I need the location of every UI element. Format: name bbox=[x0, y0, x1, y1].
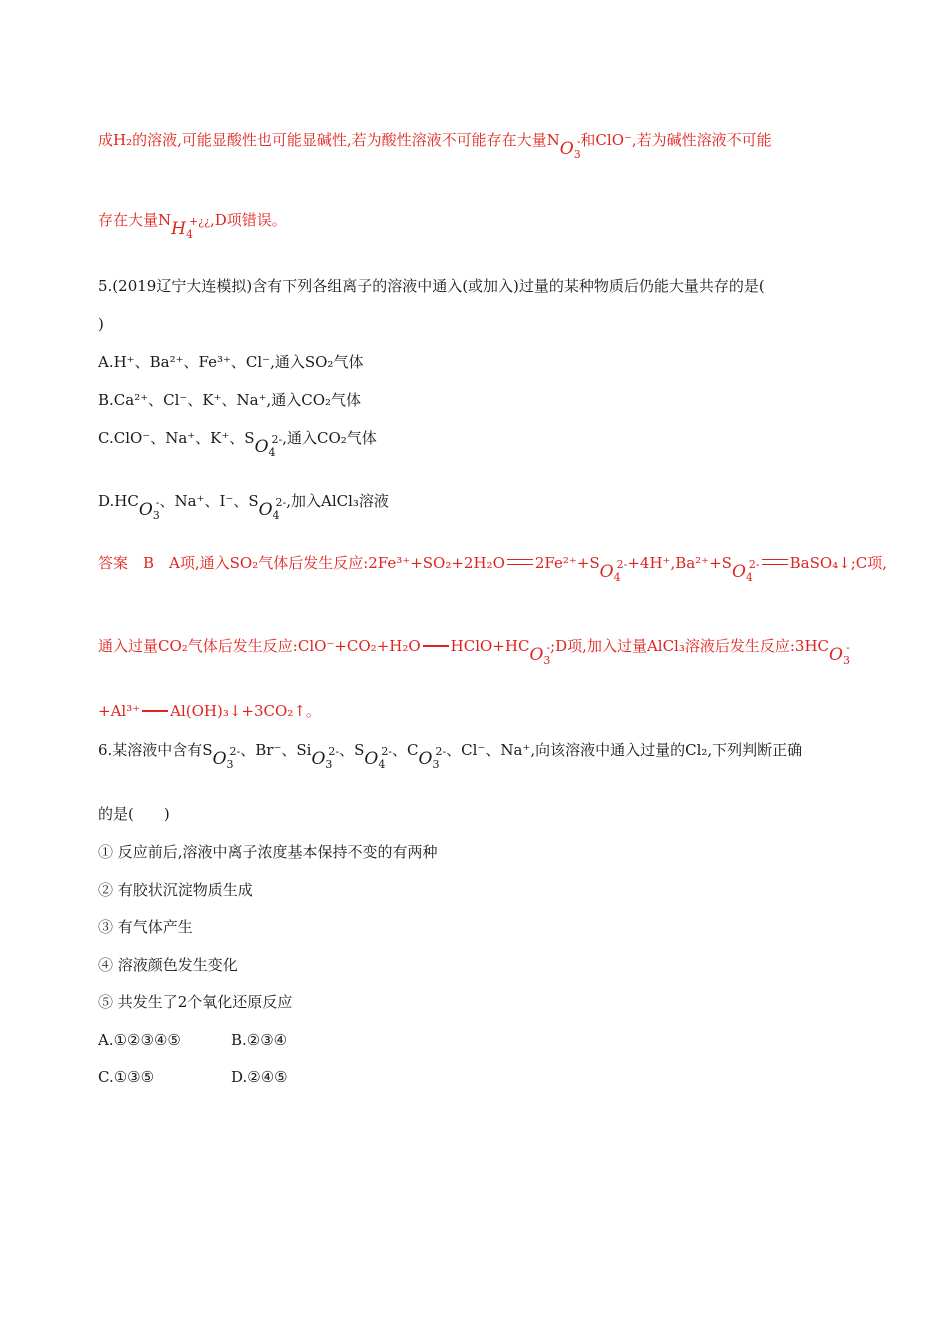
q6-choice-d: D.②④⑤ bbox=[231, 1068, 288, 1086]
ion-so4: $O_4^{2-}$ bbox=[364, 745, 393, 771]
answer5-line-2: 通入过量CO₂气体后发生反应:ClO⁻+CO₂+H₂O $HClO+HCO_3^-;D$项,加入过量AlCl₃溶液后发生反应$:3HCO_3^-$ bbox=[98, 636, 850, 671]
q5-option-a: A.H⁺、Ba²⁺、Fe³⁺、Cl⁻,通入SO₂气体 bbox=[98, 353, 364, 371]
q6-statement-2: ② 有胶状沉淀物质生成 bbox=[98, 881, 253, 899]
q5-option-c: C.ClO⁻、Na⁺、K⁺、$SO_4^{2-}$,通入CO₂气体 bbox=[98, 428, 377, 463]
answer-line-2 bbox=[98, 210, 287, 245]
q6-statement-1: ① 反应前后,溶液中离子浓度基本保持不变的有两种 bbox=[98, 843, 438, 861]
ion-so4: $O_4^{2-}$ bbox=[731, 558, 760, 584]
q5-option-b: B.Ca²⁺、Cl⁻、K⁺、Na⁺,通入CO₂气体 bbox=[98, 391, 361, 409]
q6-choice-a: A.①②③④⑤ bbox=[98, 1031, 181, 1049]
answer-text: 存在大量N bbox=[98, 211, 172, 229]
ion-co3: $O_3^{2-}$ bbox=[418, 745, 447, 771]
q6-statement-5: ⑤ 共发生了2个氧化还原反应 bbox=[98, 993, 293, 1011]
q5-stem-end: ) bbox=[98, 315, 104, 333]
ion-so4: $O_4^{2-}$ bbox=[254, 433, 283, 459]
answer-text: ,D项错误。 bbox=[209, 211, 287, 229]
reaction-arrow-icon bbox=[142, 710, 168, 712]
q5-stem: 5.(2019辽宁大连模拟)含有下列各组离子的溶液中通入(或加入)过量的某种物质后仍能大量共存的是( bbox=[98, 277, 765, 295]
answer-text: 成H₂的溶液,可能显酸性也可能显碱性,若为酸性溶液不可能存在大量N bbox=[98, 131, 560, 149]
equal-arrow-icon bbox=[762, 559, 788, 565]
answer-line-1 bbox=[98, 130, 772, 165]
ion-so4: $O_4^{2-}$ bbox=[599, 558, 628, 584]
ion-hco3: $O_3^-$ bbox=[829, 641, 850, 667]
ion-so3: $O_3^{2-}$ bbox=[212, 745, 241, 771]
answer-text: 和ClO⁻,若为碱性溶液不可能 bbox=[580, 131, 772, 149]
q6-statement-4: ④ 溶液颜色发生变化 bbox=[98, 956, 238, 974]
ion-sio3: $O_3^{2-}$ bbox=[311, 745, 340, 771]
ion-hco3: $O_3^-$ bbox=[138, 496, 160, 522]
reaction-arrow-icon bbox=[423, 645, 449, 647]
q6-stem-end: 的是( ) bbox=[98, 805, 170, 823]
q6-choice-b: B.②③④ bbox=[231, 1031, 288, 1049]
q5-option-d: $D.HCO_3^-$、Na⁺、I⁻、$SO_4^{2-}$,加入AlCl₃溶液 bbox=[98, 491, 389, 526]
q6-stem: 6.某溶液中含有$SO_3^{2-}$、Br⁻、SiO$_3^{2-}$、$SO_4^{2-}$、$CO_3^{2-}$、Cl⁻、Na⁺,向该溶液中通入过量的Cl₂,下列判断正确 bbox=[98, 740, 802, 775]
ion-so4: $O_4^{2-}$ bbox=[258, 496, 287, 522]
ion-no3: $O_3^-$ bbox=[559, 135, 581, 161]
ion-nh4: $H_4^{+¿¿}$ bbox=[171, 215, 210, 241]
q6-statement-3: ③ 有气体产生 bbox=[98, 918, 193, 936]
answer5-line-3: +Al³⁺ Al(OH)₃↓+3CO₂↑。 bbox=[98, 702, 321, 720]
equilibrium-arrow-icon bbox=[507, 559, 533, 565]
q6-choice-c: C.①③⑤ bbox=[98, 1068, 155, 1086]
answer5-line-1: 答案 B A项,通入SO₂气体后发生反应:2Fe³⁺+SO₂+2H₂O $2Fe^{2+}+SO_4^{2-}+4H^+,Ba^{2+}+SO_4^{2-}$ BaSO₄↓;C项, bbox=[98, 553, 887, 588]
ion-hco3: $O_3^-$ bbox=[529, 641, 551, 667]
